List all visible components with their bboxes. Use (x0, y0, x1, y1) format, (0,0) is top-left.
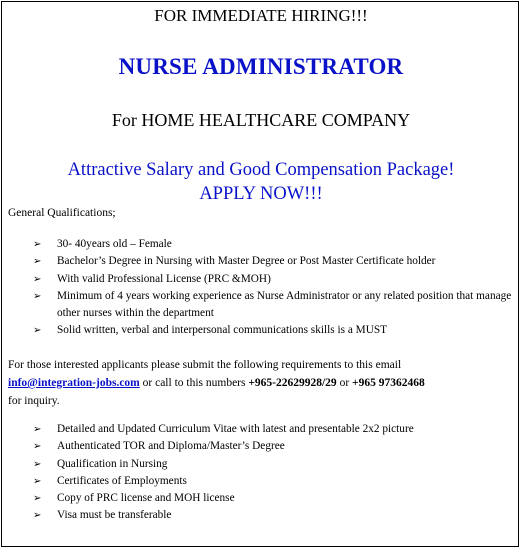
list-item: ➢ Minimum of 4 years working experience as Nurse Administrator or any related position that manage other nurses within the department (33, 289, 512, 320)
list-item: ➢ Visa must be transferable (33, 507, 513, 524)
list-item: ➢ With valid Professional License (PRC &MOH) (33, 271, 513, 288)
arrow-bullet-icon: ➢ (33, 441, 42, 453)
arrow-bullet-icon: ➢ (33, 239, 42, 250)
arrow-bullet-icon: ➢ (33, 458, 42, 470)
list-item: ➢ 30- 40years old – Female (33, 236, 513, 253)
list-item: ➢ Certificates of Employments (33, 473, 513, 490)
job-title: NURSE ADMINISTRATOR (118, 54, 404, 79)
arrow-bullet-icon: ➢ (33, 256, 42, 268)
hiring-heading: FOR IMMEDIATE HIRING!!! (154, 6, 368, 25)
application-intro: For those interested applicants please submit the following requirements to this email (8, 359, 402, 371)
apply-now-line: APPLY NOW!!! (199, 184, 323, 204)
arrow-bullet-icon: ➢ (33, 273, 42, 285)
qualifications-heading: General Qualifications; (8, 207, 116, 219)
arrow-bullet-icon: ➢ (33, 325, 42, 337)
list-item: ➢ Copy of PRC license and MOH license (33, 490, 513, 507)
or-text: or (336, 377, 353, 389)
list-item: ➢ Solid written, verbal and interpersonal communications skills is a MUST (33, 322, 513, 339)
arrow-bullet-icon: ➢ (33, 290, 42, 302)
arrow-bullet-icon: ➢ (33, 510, 42, 522)
qualifications-list (33, 236, 513, 340)
application-paragraph (8, 356, 513, 410)
salary-line: Attractive Salary and Good Compensation Package! (67, 160, 455, 180)
salary-callout (0, 158, 522, 206)
arrow-bullet-icon: ➢ (33, 475, 42, 487)
list-item: ➢ Qualification in Nursing (33, 456, 513, 473)
list-item: ➢ Authenticated TOR and Diploma/Master’s Degree (33, 438, 513, 455)
phone-number-2: +965 97362468 (352, 377, 425, 389)
list-item: ➢ Detailed and Updated Curriculum Vitae with latest and presentable 2x2 picture (33, 421, 513, 438)
list-item: ➢ Bachelor’s Degree in Nursing with Master Degree or Post Master Certificate holder (33, 253, 513, 270)
email-link[interactable]: info@integration-jobs.com (8, 377, 140, 389)
call-text: or call to this numbers (139, 377, 249, 389)
phone-number-1: +965-22629928/29 (248, 377, 337, 389)
inquiry-text: for inquiry. (8, 395, 60, 407)
company-line: For HOME HEALTHCARE COMPANY (111, 110, 411, 130)
requirements-list (33, 421, 513, 525)
arrow-bullet-icon: ➢ (33, 424, 42, 435)
arrow-bullet-icon: ➢ (33, 493, 42, 505)
